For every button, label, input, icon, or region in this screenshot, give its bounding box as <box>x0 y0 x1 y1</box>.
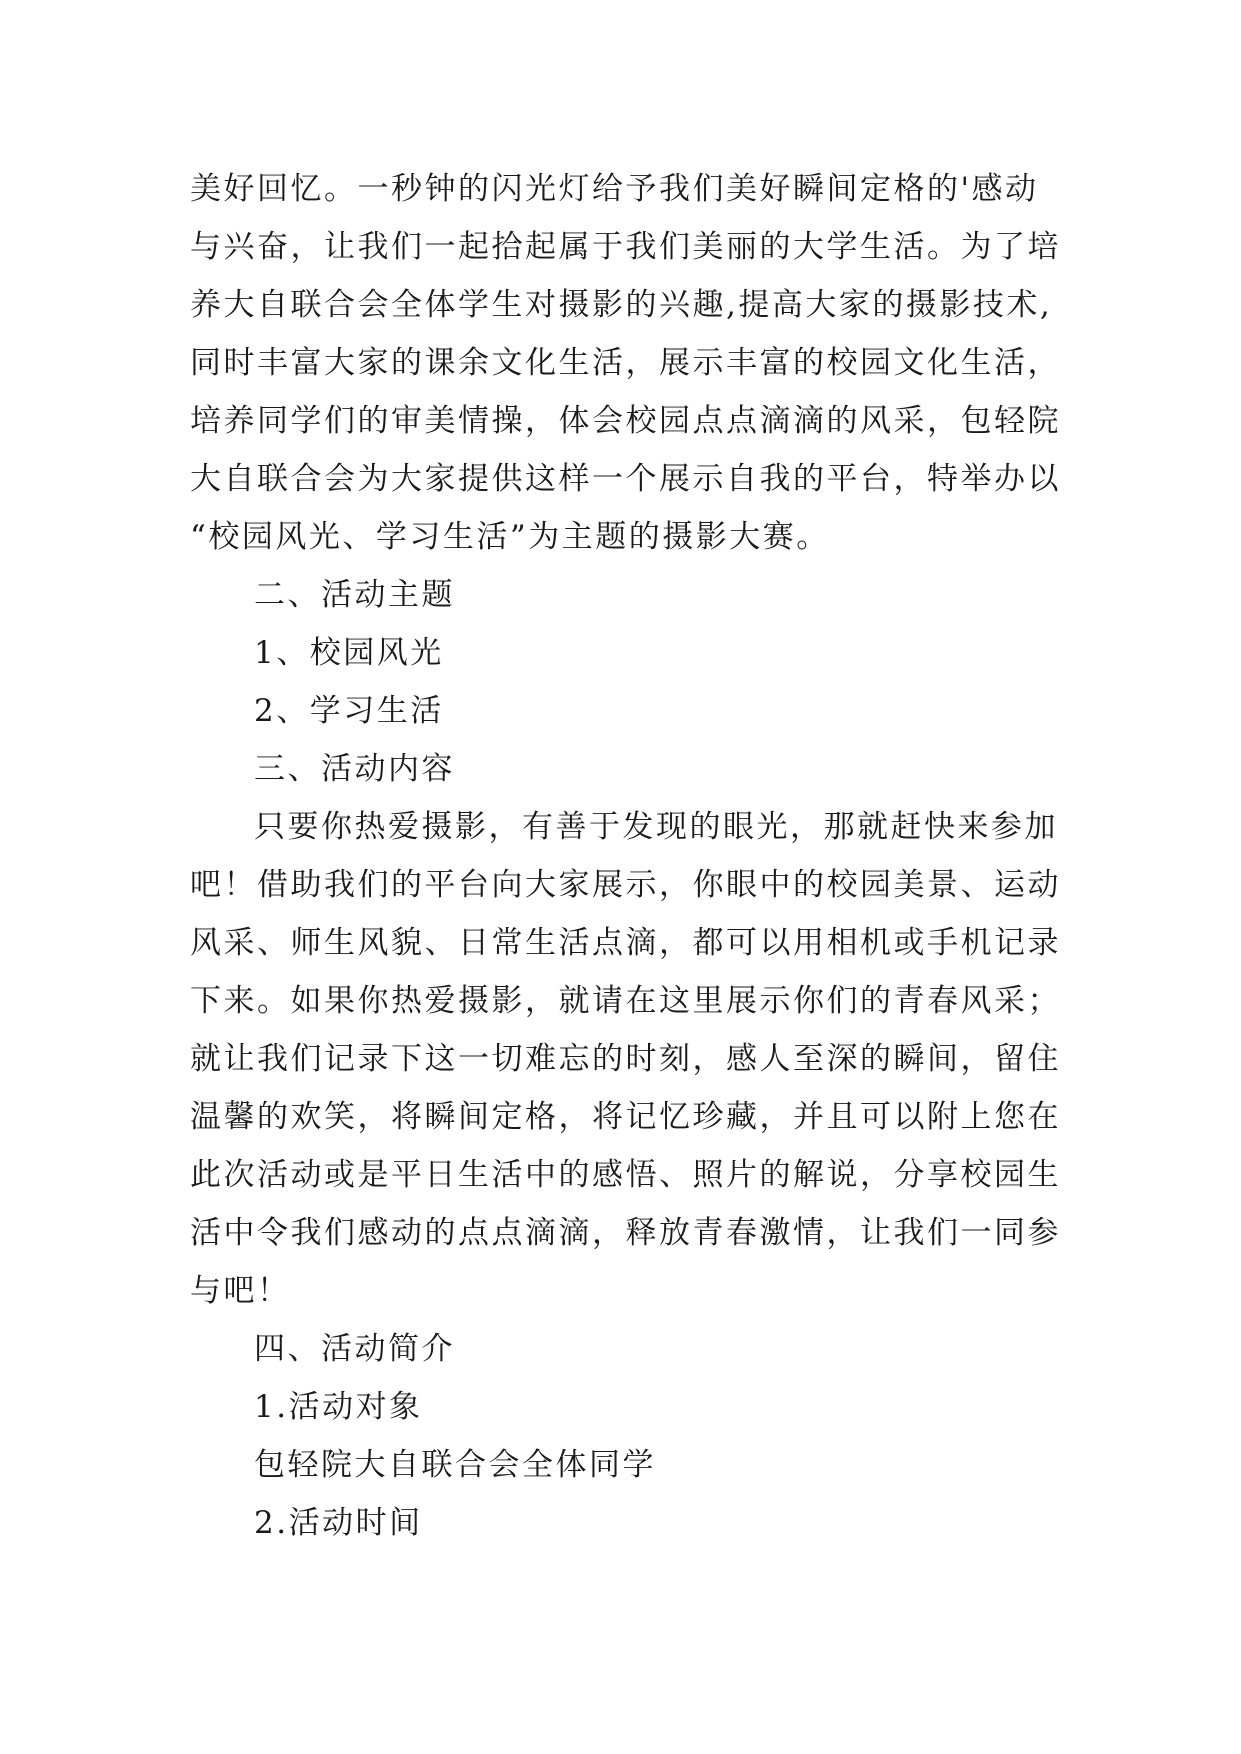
paragraph-line: “校园风光、学习生活”为主题的摄影大赛。 <box>190 519 830 555</box>
paragraph-line: 包轻院大自联合会全体同学 <box>254 1447 656 1483</box>
paragraph-line: 养大自联合会全体学生对摄影的兴趣,提高大家的摄影技术, <box>190 287 1053 323</box>
section-heading-intro: 四、活动简介 <box>254 1331 455 1367</box>
paragraph-line: 此次活动或是平日生活中的感悟、照片的解说，分享校园生 <box>190 1157 1061 1193</box>
paragraph-line: 只要你热爱摄影，有善于发现的眼光，那就赶快来参加 <box>254 809 1058 845</box>
section-heading-theme: 二、活动主题 <box>254 577 455 613</box>
paragraph-line: 就让我们记录下这一切难忘的时刻，感人至深的瞬间，留住 <box>190 1041 1061 1077</box>
document-body <box>190 160 1070 1552</box>
paragraph-line: 吧！借助我们的平台向大家展示，你眼中的校园美景、运动 <box>190 867 1061 903</box>
section-heading-content: 三、活动内容 <box>254 751 455 787</box>
paragraph-line: 培养同学们的审美情操，体会校园点点滴滴的风采，包轻院 <box>190 403 1061 439</box>
list-item: 1、校园风光 <box>254 635 444 671</box>
paragraph-line: 与兴奋，让我们一起拾起属于我们美丽的大学生活。为了培 <box>190 229 1061 265</box>
paragraph-line: 与吧！ <box>190 1273 291 1309</box>
paragraph-line: 美好回忆。一秒钟的闪光灯给予我们美好瞬间定格的'感动 <box>190 171 1039 207</box>
subheading-target: 1.活动对象 <box>254 1389 423 1425</box>
subheading-time: 2.活动时间 <box>254 1505 423 1541</box>
paragraph-line: 大自联合会为大家提供这样一个展示自我的平台，特举办以 <box>190 461 1061 497</box>
paragraph-line: 风采、师生风貌、日常生活点滴，都可以用相机或手机记录 <box>190 925 1061 961</box>
list-item: 2、学习生活 <box>254 693 444 729</box>
paragraph-line: 温馨的欢笑，将瞬间定格，将记忆珍藏，并且可以附上您在 <box>190 1099 1061 1135</box>
paragraph-line: 活中令我们感动的点点滴滴，释放青春激情，让我们一同参 <box>190 1215 1061 1251</box>
paragraph-line: 同时丰富大家的课余文化生活，展示丰富的校园文化生活， <box>190 345 1061 381</box>
paragraph-line: 下来。如果你热爱摄影，就请在这里展示你们的青春风采； <box>190 983 1061 1019</box>
